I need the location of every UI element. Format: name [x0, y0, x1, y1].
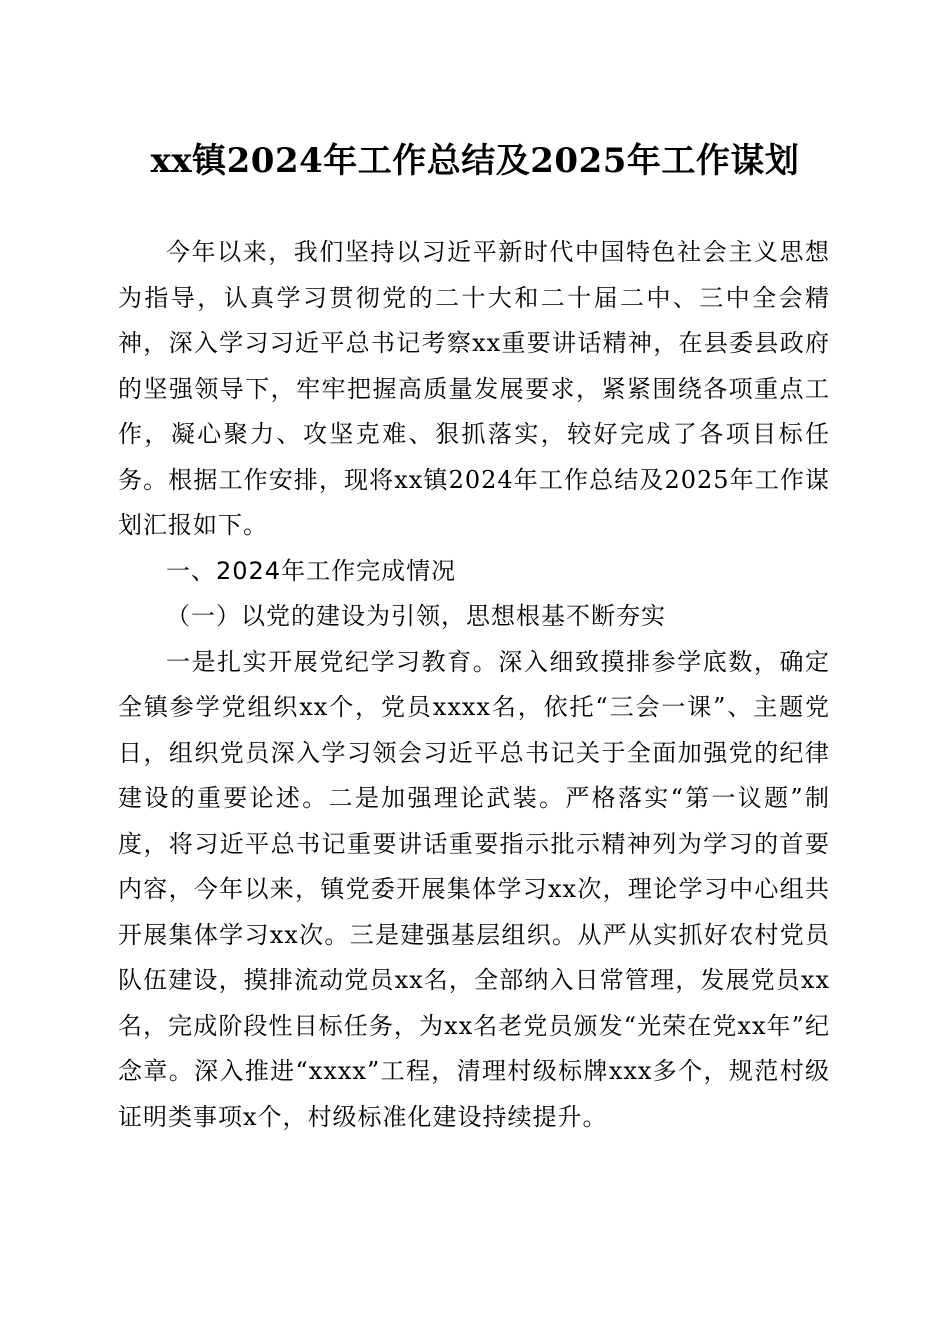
- subsection-1-lead: 一是扎实开展党纪学习教育。: [166, 647, 499, 676]
- document-title: xx镇2024年工作总结及2025年工作谋划: [150, 141, 800, 181]
- intro-paragraph: 今年以来，我们坚持以习近平新时代中国特色社会主义思想为指导，认真学习贯彻党的二十大和二十届二中、三中全会精神，深入学习习近平总书记考察xx重要讲话精神，在县委县政府的坚强领导下，牢牢把握高质量发展要求，紧紧围绕各项重点工作，凝心聚力、攻坚克难、狠抓落实，较好完成了各项目标任务。根据工作安排，现将xx镇2024年工作总结及2025年工作谋划汇报如下。: [118, 238, 830, 539]
- section-heading-1: 一、2024年工作完成情况: [166, 556, 457, 585]
- document-body: [118, 230, 830, 1140]
- subsection-1-body: 深入细致摸排参学底数，确定全镇参学党组织xx个，党员xxxx名，依托“三会一课”、主题党日，组织党员深入学习领会习近平总书记关于全面加强党的纪律建设的重要论述。二是加强理论武装。严格落实“第一议题”制度，将习近平总书记重要讲话重要指示批示精神列为学习的首要内容，今年以来，镇党委开展集体学习xx次，理论学习中心组共开展集体学习xx次。三是建强基层组织。从严从实抓好农村党员队伍建设，摸排流动党员xx名，全部纳入日常管理，发展党员xx名，完成阶段性目标任务，为xx名老党员颁发“光荣在党xx年”纪念章。深入推进“xxxx”工程，清理村级标牌xxx多个，规范村级证明类事项x个，村级标准化建设持续提升。: [118, 647, 831, 1131]
- subsection-1-paragraph: [118, 640, 830, 1141]
- subsection-heading-1: （一）以党的建设为引领，思想根基不断夯实: [166, 602, 666, 630]
